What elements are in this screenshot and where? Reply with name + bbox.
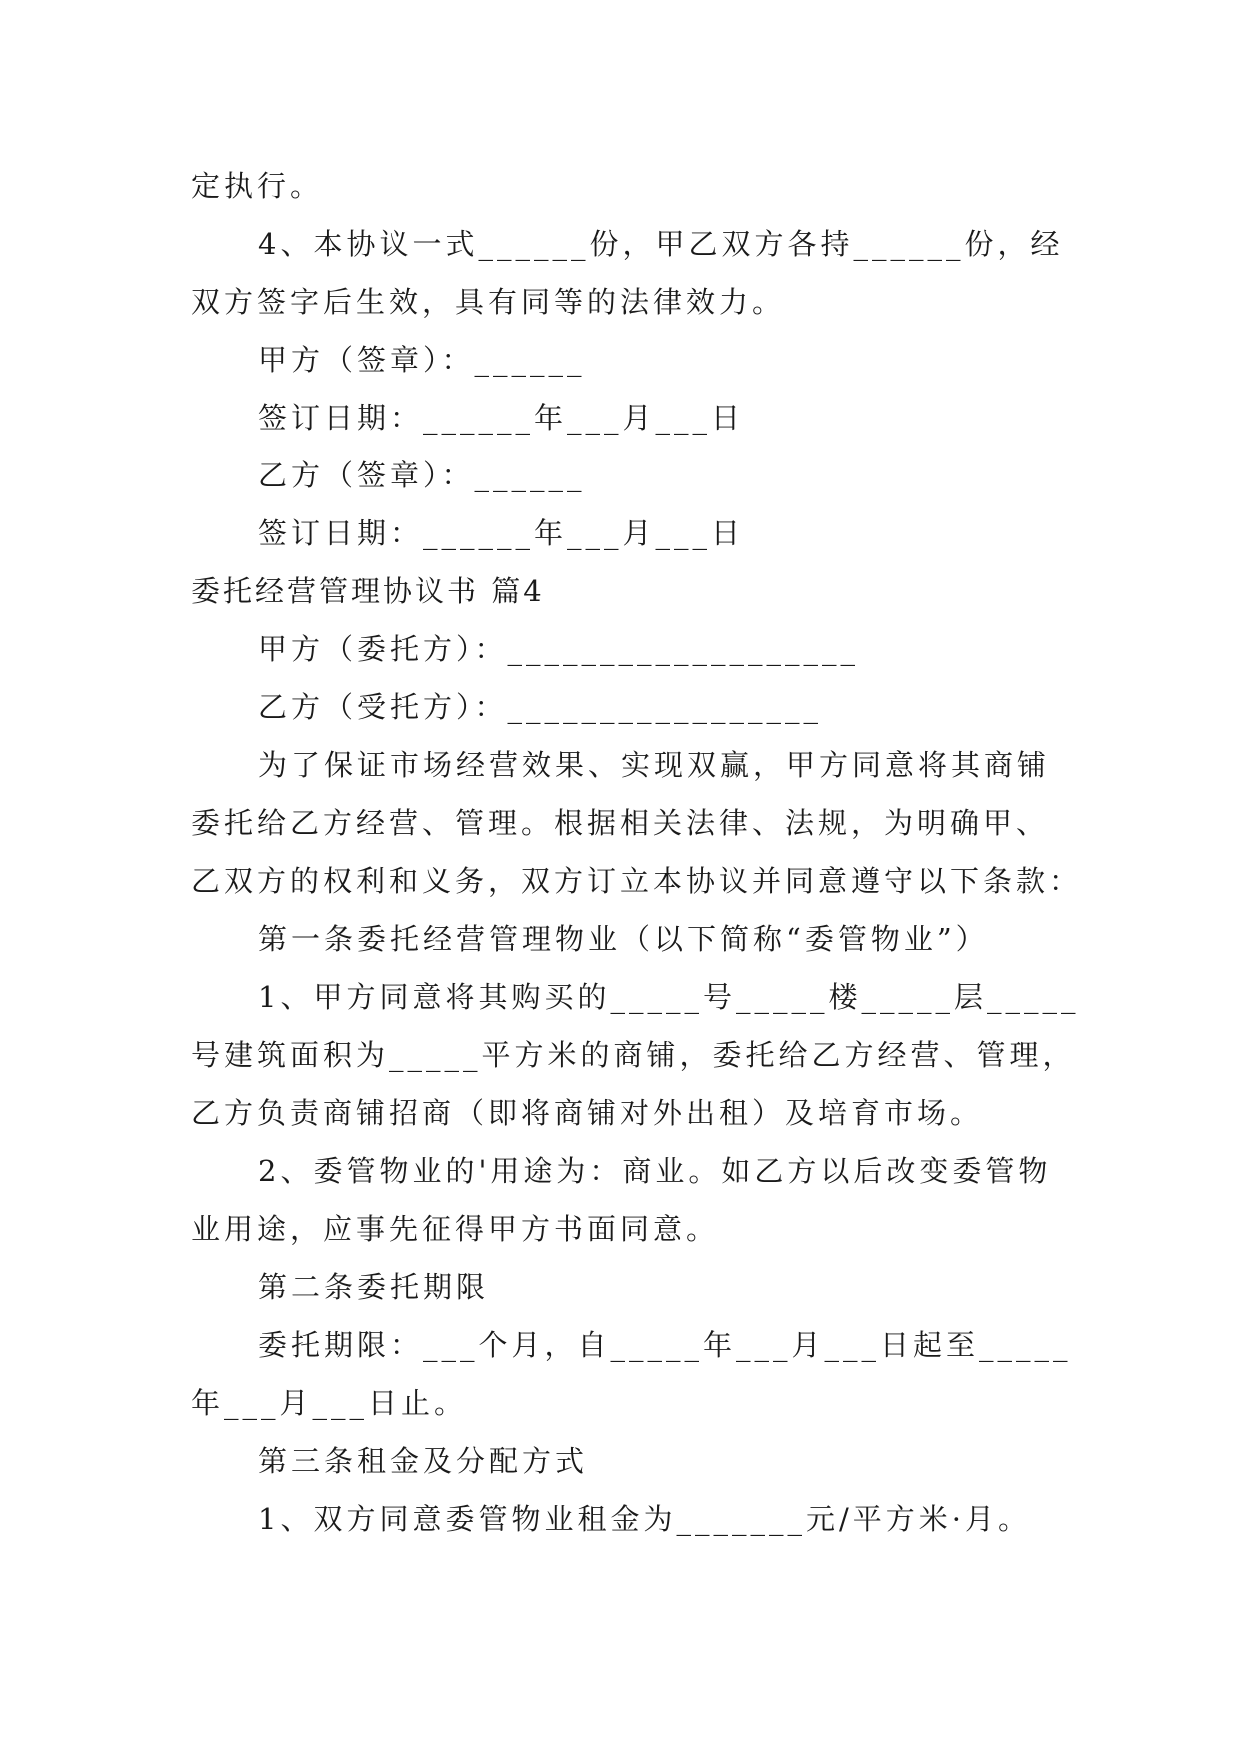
text-line: 1、双方同意委管物业租金为_______元/平方米·月。: [258, 1502, 1031, 1536]
text-line: 4、本协议一式______份，甲乙双方各持______份，经: [258, 227, 1064, 261]
text-line: 委托期限：___个月，自_____年___月___日起至_____: [258, 1328, 1072, 1362]
text-line: 1、甲方同意将其购买的_____号_____楼_____层_____: [258, 980, 1080, 1014]
text-line: 定执行。: [191, 169, 324, 203]
section-title: 委托经营管理协议书 篇4: [191, 574, 545, 608]
text-line: 年___月___日止。: [191, 1386, 468, 1420]
text-line: 乙双方的权利和义务，双方订立本协议并同意遵守以下条款：: [191, 864, 1083, 898]
article-heading: 第一条委托经营管理物业（以下简称“委管物业”）: [258, 922, 989, 956]
text-line: 为了保证市场经营效果、实现双赢，甲方同意将其商铺: [258, 748, 1051, 782]
text-line: 委托给乙方经营、管理。根据相关法律、法规，为明确甲、: [191, 806, 1050, 840]
text-line: 乙方负责商铺招商（即将商铺对外出租）及培育市场。: [191, 1096, 984, 1130]
text-line: 号建筑面积为_____平方米的商铺，委托给乙方经营、管理，: [191, 1038, 1076, 1072]
sign-date-line: 签订日期：______年___月___日: [258, 401, 745, 435]
party-a-line: 甲方（委托方）：___________________: [258, 632, 860, 666]
article-heading: 第二条委托期限: [258, 1270, 490, 1304]
party-a-signature-line: 甲方（签章）：______: [258, 343, 586, 377]
party-b-line: 乙方（受托方）：_________________: [258, 690, 823, 724]
article-heading: 第三条租金及分配方式: [258, 1444, 589, 1478]
text-line: 双方签字后生效，具有同等的法律效力。: [191, 285, 786, 319]
text-line: 业用途，应事先征得甲方书面同意。: [191, 1212, 720, 1246]
text-line: 2、委管物业的'用途为：商业。如乙方以后改变委管物: [258, 1154, 1052, 1188]
party-b-signature-line: 乙方（签章）：______: [258, 458, 586, 492]
sign-date-line: 签订日期：______年___月___日: [258, 516, 745, 550]
